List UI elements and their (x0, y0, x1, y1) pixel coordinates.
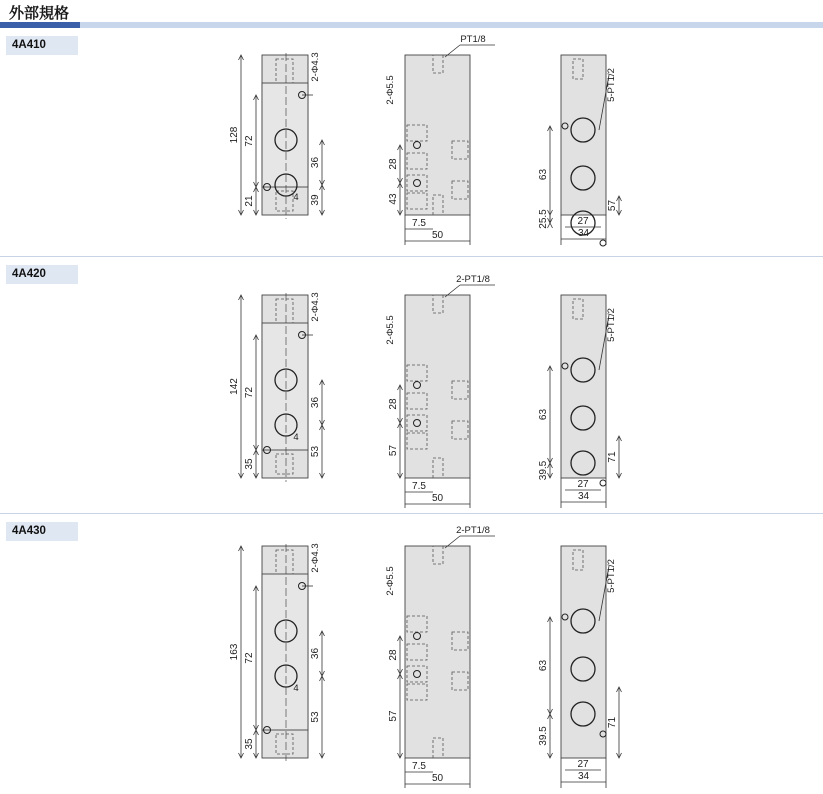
small-hole-label: 4 (293, 432, 299, 443)
dimension-label: 50 (431, 230, 444, 241)
mount-hole-label: 2-Φ4.3 (310, 543, 321, 573)
front-view-body (405, 546, 470, 758)
dimension-label: 142 (229, 378, 240, 395)
dimension-label: 7.5 (412, 481, 426, 492)
dimension-label: 7.5 (412, 761, 426, 772)
dimension-label: 72 (244, 386, 255, 399)
dimension-label: 43 (388, 193, 399, 205)
dimension-label: 27 (577, 479, 589, 490)
side-port-label: 5-PT1/2 (606, 559, 617, 593)
dimension-label: 57 (388, 710, 399, 722)
dimension-label: 72 (244, 652, 255, 664)
dimension-label: 128 (229, 126, 240, 144)
dimension-label: 71 (607, 716, 618, 729)
mount-hole-label: 2-Φ4.3 (310, 52, 321, 82)
dimension-label: 28 (388, 158, 399, 170)
dimension-label: 28 (388, 398, 399, 410)
pilot-hole-label: 2-Φ5.5 (385, 315, 396, 345)
side-view-body (561, 55, 606, 215)
dimension-label: 63 (538, 659, 549, 672)
dimension-label: 72 (244, 135, 255, 147)
left-view-center-block (262, 574, 308, 730)
dimension-label: 34 (577, 771, 590, 782)
model-tag-4a420: 4A420 (6, 265, 78, 284)
dimension-label: 36 (310, 156, 321, 169)
dimension-label: 50 (431, 773, 444, 784)
front-port-label: 2-PT1/8 (456, 525, 490, 536)
small-hole-label: 4 (293, 192, 299, 203)
dimension-label: 7.5 (412, 218, 426, 229)
dimension-label: 53 (310, 711, 321, 723)
dimension-label: 27 (577, 216, 589, 227)
dimension-label: 28 (388, 649, 399, 661)
dimension-label: 34 (577, 491, 590, 502)
side-port-label: 5-PT1/2 (606, 68, 617, 102)
dimension-label: 35 (244, 458, 255, 470)
mount-hole-label: 2-Φ4.3 (310, 292, 321, 322)
dimension-label: 36 (310, 647, 321, 660)
small-hole-label: 4 (293, 683, 299, 694)
dimension-label: 71 (607, 451, 618, 463)
dimension-label: 21 (244, 195, 255, 207)
model-tag-4a430: 4A430 (6, 522, 78, 541)
mount-hole (600, 480, 606, 486)
front-view-body (405, 55, 470, 215)
front-view-body (405, 295, 470, 478)
pilot-hole-label: 2-Φ5.5 (385, 566, 396, 596)
front-port-label: PT1/8 (460, 34, 486, 45)
dimension-label: 63 (538, 168, 549, 181)
dimension-label: 36 (310, 396, 321, 409)
dimension-label: 63 (538, 408, 549, 421)
dimension-label: 39.5 (538, 460, 549, 481)
pilot-hole-label: 2-Φ5.5 (385, 75, 396, 105)
dimension-label: 50 (431, 493, 444, 504)
model-tag-4a410: 4A410 (6, 36, 78, 55)
dimension-label: 35 (244, 738, 255, 750)
mount-hole (600, 240, 606, 246)
dimension-label: 25.5 (538, 209, 549, 229)
dimension-label: 39 (310, 194, 321, 206)
dimension-label: 53 (310, 445, 321, 458)
side-port-label: 5-PT1/2 (606, 308, 617, 342)
dimension-label: 57 (388, 444, 399, 457)
dimension-label: 39.5 (538, 726, 549, 746)
left-view-center-block (262, 323, 308, 450)
front-port-label: 2-PT1/8 (456, 274, 490, 285)
dimension-label: 163 (229, 643, 240, 661)
dimension-label: 27 (577, 759, 589, 770)
dimension-label: 57 (607, 199, 618, 212)
dimension-label: 34 (577, 228, 590, 239)
page-title: 外部規格 (9, 5, 70, 22)
